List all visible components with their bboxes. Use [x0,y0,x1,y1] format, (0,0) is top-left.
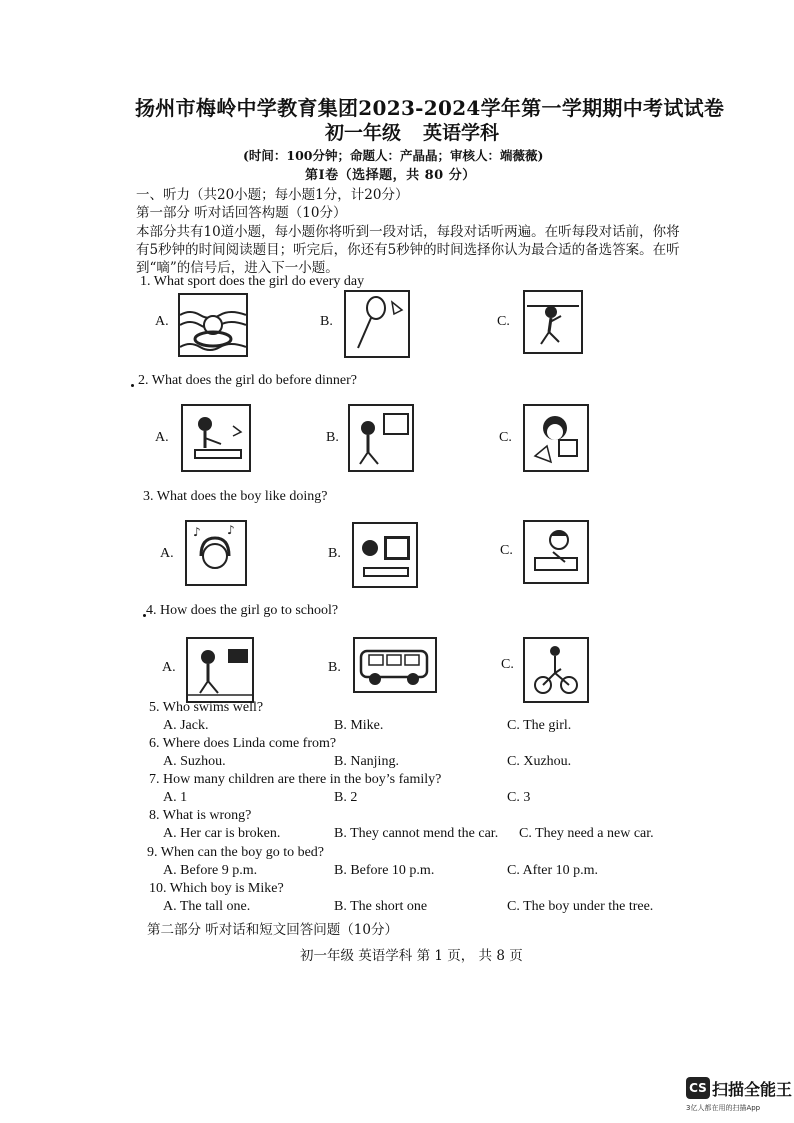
watermark-name: 扫描全能王 [712,1080,793,1099]
option-label: B. [326,430,339,445]
exam-subtitle [325,118,499,145]
option-b: B. The short one [334,899,428,914]
option-label: A. [155,430,169,445]
question-5: 5. Who swims well? [149,700,264,715]
grade-label: 初一年级 [325,122,402,144]
option-label: C. [497,314,510,329]
option-label: B. [320,314,333,329]
question-number: 4. [146,603,157,618]
question-10: 10. Which boy is Mike? [149,881,284,896]
swimming-picture[interactable] [178,293,248,357]
option-c: C. The boy under the tree. [507,899,654,914]
bus-picture[interactable] [353,637,437,693]
listening-music-picture[interactable] [185,520,247,586]
part2-heading: 第二部分 听对话和短文回答问题（10分） [147,922,398,938]
question-number: 1. [140,274,151,289]
question-3 [143,489,327,505]
option-a: A. The tall one. [163,899,251,914]
option-label: A. [155,314,169,329]
writing-picture[interactable] [523,520,589,584]
exam-info: (时间：100分钟；命题人：产晶晶；审核人：端薇薇) [243,148,544,163]
instruction-line: 本部分共有10道小题，每小题你将听到一段对话，每段对话听两遍。在听每段对话前，你将 [136,224,680,240]
question-text: What does the boy like doing? [156,489,328,504]
watching-tv-picture[interactable] [348,404,414,472]
question-4 [146,603,338,619]
option-a: A. Suzhou. [163,754,226,769]
question-number: 3. [143,489,154,504]
section-heading: 一、听力（共20小题；每小题1分，计20分） [136,187,409,203]
computer-icon [354,524,416,586]
option-label: B. [328,660,341,675]
reading-icon [525,406,587,470]
svg-text:♪: ♪ [193,525,201,539]
question-number: 2. [138,373,149,388]
option-a: A. Before 9 p.m. [163,863,258,878]
reading-picture[interactable] [523,404,589,472]
instruction-line: 有5秒钟的时间阅读题目；听完后，你还有5秒钟的时间选择你认为最合适的备选答案。在听 [136,242,680,258]
option-c: C. Xuzhou. [507,754,572,769]
option-a: A. Her car is broken. [163,826,281,841]
option-label: B. [328,546,341,561]
question-text: How does the girl go to school? [160,603,339,618]
running-picture[interactable] [523,290,583,354]
option-a: A. Jack. [163,718,209,733]
camscanner-logo-icon: CS [686,1077,710,1099]
question-text: What sport does the girl do every day [153,274,365,289]
question-1 [140,274,364,290]
homework-icon [183,406,249,470]
option-label: A. [160,546,174,561]
walking-icon [188,639,252,701]
question-text: What does the girl do before dinner? [151,373,358,388]
option-c: C. 3 [507,790,531,805]
badminton-icon [346,292,408,356]
question-9: 9. When can the boy go to bed? [147,845,325,860]
question-6: 6. Where does Linda come from? [149,736,337,751]
option-label: C. [501,657,514,672]
option-c: C. After 10 p.m. [507,863,598,878]
option-c: C. The girl. [507,718,572,733]
bicycle-icon [525,639,587,701]
scan-speck [131,384,134,387]
question-2 [138,373,357,389]
option-b: B. Nanjing. [334,754,399,769]
bus-icon [355,639,435,691]
option-c: C. They need a new car. [519,826,654,841]
bike-picture[interactable] [523,637,589,703]
running-icon [525,292,581,352]
volume-heading: 第Ⅰ卷（选择题，共 80 分） [305,168,476,183]
page-footer: 初一年级 英语学科 第 1 页， 共 8 页 [300,948,523,964]
swimming-icon [180,295,246,355]
walking-picture[interactable] [186,637,254,703]
option-b: B. They cannot mend the car. [334,826,499,841]
television-icon [350,406,412,470]
part1-heading: 第一部分 听对话回答构题（10分） [136,205,347,221]
option-b: B. Before 10 p.m. [334,863,435,878]
watermark-tagline: 3亿人都在用的扫描App [686,1104,761,1112]
option-a: A. 1 [163,790,188,805]
writing-icon [525,522,587,582]
question-7: 7. How many children are there in the boy’s family? [149,772,442,787]
headphones-icon [187,522,245,584]
question-8: 8. What is wrong? [149,808,252,823]
option-label: C. [499,430,512,445]
svg-text:♪: ♪ [227,523,235,537]
option-label: A. [162,660,176,675]
option-b: B. 2 [334,790,358,805]
option-b: B. Mike. [334,718,384,733]
subject-label: 英语学科 [423,122,500,144]
computer-picture[interactable] [352,522,418,588]
instruction-line: 到“嘀”的信号后，进入下一小题。 [136,260,339,276]
badminton-picture[interactable] [344,290,410,358]
homework-picture[interactable] [181,404,251,472]
option-label: C. [500,543,513,558]
exam-title: 扬州市梅岭中学教育集团2023-2024学年第一学期期中考试试卷 [135,96,725,120]
